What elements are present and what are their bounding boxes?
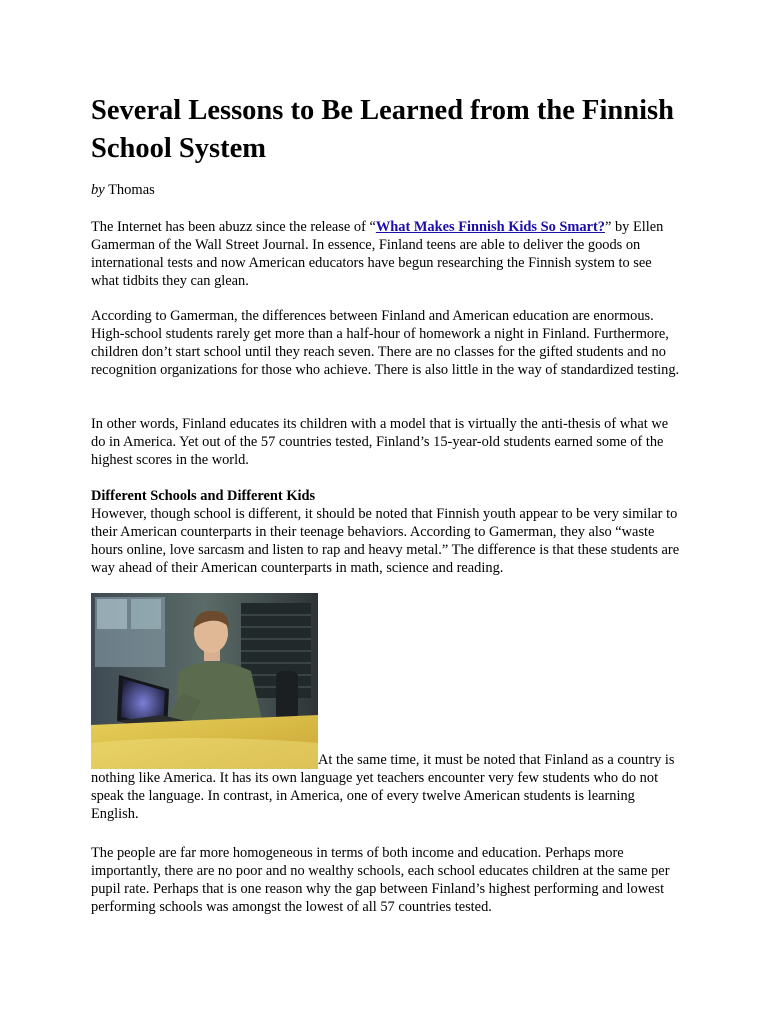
wsj-article-link[interactable]: What Makes Finnish Kids So Smart? [375, 219, 605, 235]
student-laptop-photo [91, 593, 318, 769]
paragraph-other-words: In other words, Finland educates its children with a model that is virtually the anti-thesis of what we do in America. Yet out of the 57 countries tested, Finland’s 15-year-old students earned some of the highest scores in the world. [91, 416, 669, 468]
byline-author: Thomas [108, 182, 155, 198]
intro-text-before: The Internet has been abuzz since the release of “ [91, 219, 376, 235]
paragraph-with-photo [91, 593, 683, 823]
paragraph-intro [91, 218, 683, 290]
article-title: Several Lessons to Be Learned from the Finnish School System [91, 95, 674, 164]
byline-by: by [91, 182, 105, 198]
paragraph-finland-country: At the same time, it must be noted that Finland as a country is nothing like America. It has its own language yet teachers encounter very few students who do not speak the language. In contrast, in America, one of every twelve American students is learning English. [91, 752, 675, 822]
intro-text-after: ” by Ellen Gamerman of the Wall Street Journal. In essence, Finland teens are able to deliver the goods on international tests and now American educators have begun researching the Finnish system to see what tidbits they can glean. [91, 219, 664, 289]
section-heading: Different Schools and Different Kids [91, 488, 316, 504]
paragraph-teen-behaviors: However, though school is different, it should be noted that Finnish youth appear to be very similar to their American counterparts in their teenage behaviors. According to Gamerman, they also “waste hours online, love sarcasm and listen to rap and heavy metal.” The difference is that these students are way ahead of their American counterparts in math, science and reading. [91, 506, 680, 576]
paragraph-differences: According to Gamerman, the differences between Finland and American education are enormous. High-school students rarely get more than a half-hour of homework a night in Finland. Furthermore, children don’t start school until they reach seven. There are no classes for the gifted students and no recognition organizations for those who achieve. There is also little in the way of standardized testing. [91, 308, 680, 378]
byline [91, 181, 155, 199]
paragraph-homogeneous: The people are far more homogeneous in terms of both income and education. Perhaps more importantly, there are no poor and no wealthy schools, each school educates children at the same per pupil rate. Perhaps that is one reason why the gap between Finland’s highest performing and lowest performing schools was amongst the lowest of all 57 countries tested. [91, 845, 670, 915]
section-different-schools [91, 487, 683, 577]
